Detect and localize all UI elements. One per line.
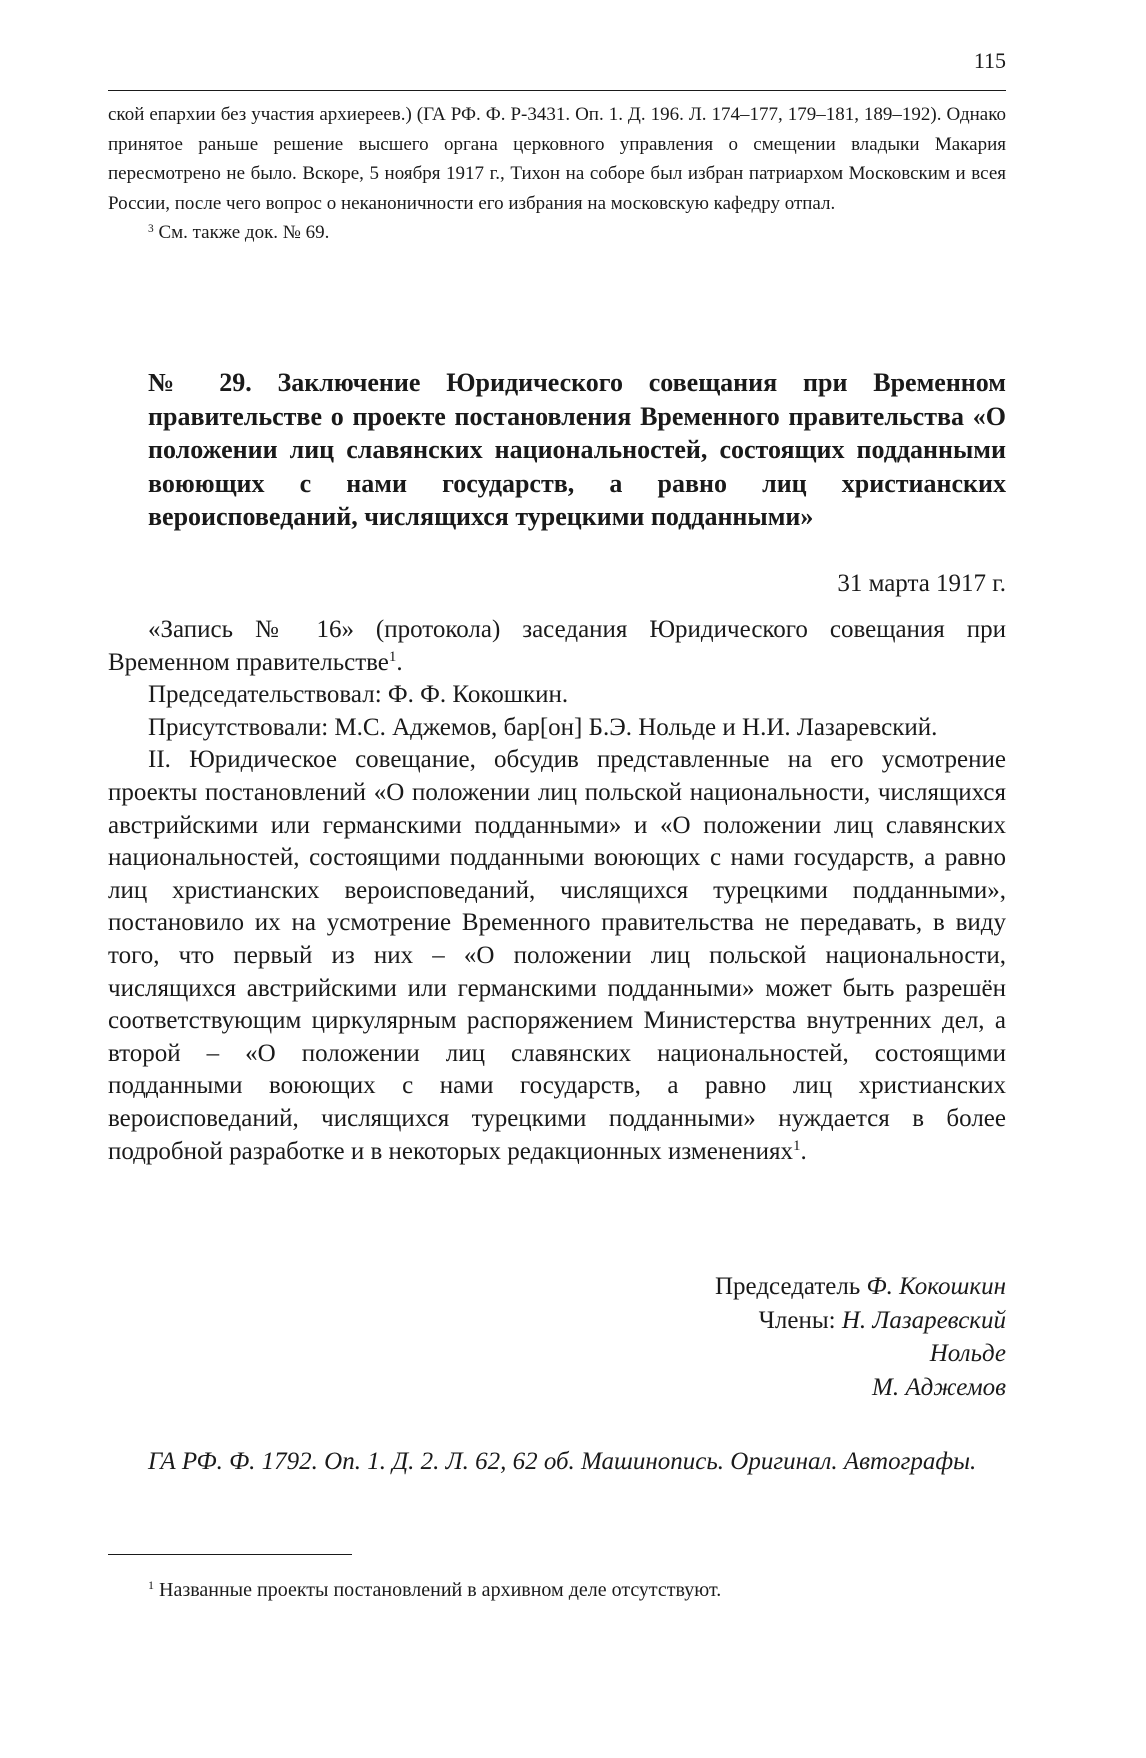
- signature-member-2: [715, 1337, 1006, 1371]
- top-footnote: [108, 100, 1006, 248]
- header-rule: [108, 90, 1006, 91]
- page-number: 115: [973, 48, 1006, 73]
- bottom-footnote-marker: 1: [148, 1578, 154, 1593]
- member-2: Нольде: [929, 1340, 1006, 1367]
- chair-name: Ф. Кокошкин: [866, 1273, 1006, 1300]
- decision-end: .: [800, 1137, 807, 1165]
- record-text: «Запись № 16» (протокола) заседания Юридического совещания при Временном правительстве: [108, 616, 1006, 676]
- footnote-ref-1b: 1: [793, 1138, 801, 1155]
- member-1: Н. Лазаревский: [841, 1306, 1006, 1334]
- chair-label: Председатель: [715, 1273, 867, 1300]
- signatures: [715, 1270, 1006, 1404]
- footnote-rule: [108, 1554, 352, 1555]
- footnote-3: [108, 218, 1006, 248]
- member-3: М. Аджемов: [872, 1373, 1006, 1401]
- bottom-footnote-text: Названные проекты постановлений в архивном деле отсутствуют.: [154, 1579, 722, 1601]
- body-paragraph-decision: [108, 744, 1006, 1168]
- footnote-3-text: См. также док. № 69.: [153, 222, 330, 243]
- bottom-footnote: [148, 1576, 1006, 1605]
- footnote-ref-1: 1: [388, 649, 397, 666]
- signature-chair: [715, 1270, 1006, 1304]
- signature-member-3: [715, 1371, 1006, 1405]
- document-date: 31 марта 1917 г.: [837, 570, 1006, 597]
- document-number: № 29.: [148, 368, 252, 397]
- body-paragraph-chair: Председательствовал: Ф. Ф. Кокошкин.: [148, 681, 569, 709]
- body-paragraph-present: Присутствовали: М.С. Аджемов, бар[он] Б.Э. Нольде и Н.И. Лазаревский.: [148, 713, 938, 741]
- signature-members: [715, 1304, 1006, 1338]
- body-paragraph-record: [108, 614, 1006, 679]
- document-body: [108, 614, 1006, 1168]
- members-label: Члены:: [758, 1306, 842, 1334]
- record-end: .: [396, 648, 403, 676]
- decision-text: II. Юридическое совещание, обсудив представленные на его усмотрение проекты постановлений «О положении лиц польской национальности, числящихся австрийскими или германскими подданными» и «О положении лиц славянских национальностей, состоящими подданными воюющих с нами государств, а равно лиц христианских вероисповеданий, числящихся турецкими подданными», постановило их на усмотрение Временного правительства не передавать, в виду того, что первый из них – «О положении лиц польской национальности, числящихся австрийскими или германскими подданными» может быть разрешён соответствующим циркулярным распоряжением Министерства внутренних дел, а второй – «О положении лиц славянских национальностей, состоящими подданными воюющих с нами государств, а равно лиц христианских вероисповеданий, числящихся турецкими подданными» нуждается в более подробной разработке и в некоторых редакционных изменениях: [108, 746, 1006, 1165]
- archive-reference: ГА РФ. Ф. 1792. Оп. 1. Д. 2. Л. 62, 62 об. Машинопись. Оригинал. Автографы.: [148, 1448, 977, 1475]
- footnote-3-marker: 3: [148, 222, 154, 235]
- document-title: [148, 366, 1006, 534]
- document-title-text: Заключение Юридического совещания при Временном правительстве о проекте постановления Временного правительства «О положении лиц славянских национальностей, состоящих подданными воюющих с нами государств, а равно лиц христианских вероисповеданий, числящихся турецкими подданными»: [148, 368, 1006, 531]
- top-footnote-text: ской епархии без участия архиереев.) (ГА РФ. Ф. Р-3431. Оп. 1. Д. 196. Л. 174–177, 179–181, 189–192). Однако принятое раньше решение высшего органа церковного управления о смещении владыки Макария пересмотрено не было. Вскоре, 5 ноября 1917 г., Тихон на соборе был избран патриархом Московским и всея России, после чего вопрос о неканоничности его избрания на московскую кафедру отпал.: [108, 104, 1006, 214]
